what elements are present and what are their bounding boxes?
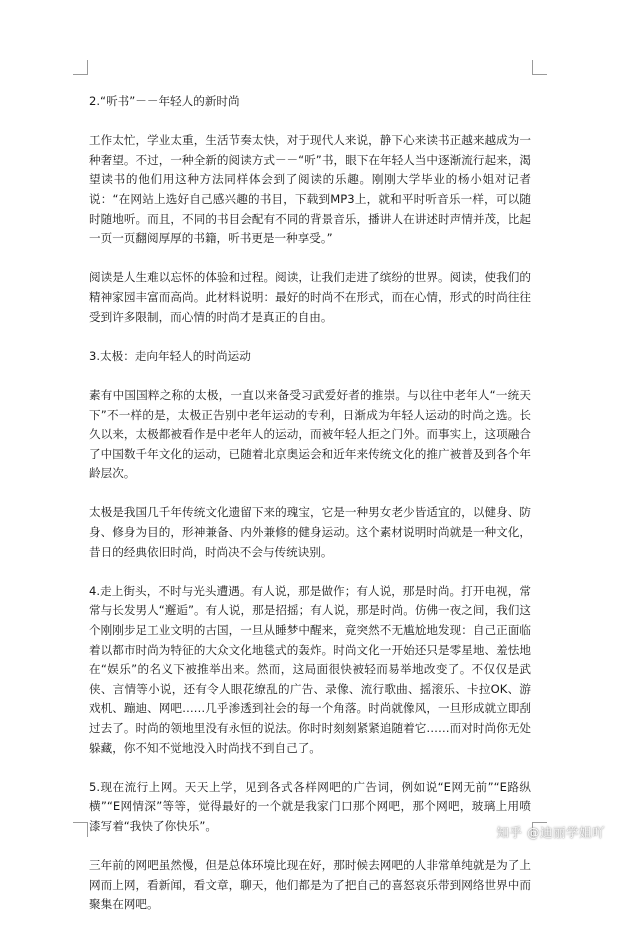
paragraph-reading-experience: 阅读是人生难以忘怀的体验和过程。阅读，让我们走进了缤纷的世界。阅读，使我们的精神家园丰富而高尚。此材料说明：最好的时尚不在形式，而在心情，形式的时尚往往受到许多限制，而心情的时尚才是真正的自由。 (89, 270, 531, 324)
section-heading-taiji: 3.太极：走向年轻人的时尚运动 (89, 348, 251, 363)
crop-mark-bottom-left (73, 822, 88, 837)
paragraph-taiji-treasure: 太极是我国几千年传统文化遗留下来的瑰宝，它是一种男女老少皆适宜的，以健身、防身、修身为目的，形神兼备、内外兼修的健身运动。这个素材说明时尚就是一种文化，昔日的经典依旧时尚，时尚决不会与传统诀别。 (89, 505, 531, 559)
paragraph-taiji-intro: 素有中国国粹之称的太极，一直以来备受习武爱好者的推崇。与以往中老年人“一统天下”不一样的是，太极正告别中老年运动的专利，日渐成为年轻人运动的时尚之选。长久以来，太极都被看作是中老年人的运动，而被年轻人拒之门外。而事实上，这项融合了中国数千年文化的运动，已随着北京奥运会和近年来传统文化的推广被普及到各个年龄层次。 (89, 387, 531, 481)
paragraph-street-fashion: 4.走上街头，不时与光头遭遇。有人说，那是做作；有人说，那是时尚。打开电视，常常与长发男人“邂逅”。有人说，那是招摇；有人说，那是时尚。仿佛一夜之间，我们这个刚刚步足工业文明的古国，一旦从睡梦中醒来，竟突然不无尴尬地发现：自己正面临着以都市时尚为特征的大众文化地毯式的轰炸。时尚文化一开始还只是零星地、羞怯地在“娱乐”的名义下被推举出来。然而，这局面很快被轻而易举地改变了。不仅仅是武侠、言情等小说，还有令人眼花缭乱的广告、录像、流行歌曲、摇滚乐、卡拉OK、游戏机、蹦迪、网吧……几乎渗透到社会的每一个角落。时尚就像风，一旦形成就立即刮过去了。时尚的领地里没有永恒的说法。你时时刻刻紧紧追随着它……而对时尚你无处躲藏，你不知不觉地没入时尚找不到自己了。 (89, 583, 531, 755)
paragraph-listen-books: 工作太忙，学业太重，生活节奏太快，对于现代人来说，静下心来读书正越来越成为一种奢望。不过，一种全新的阅读方式－－“听”书，眼下在年轻人当中逐渐流行起来，渴望读书的他们用这种方法同样体会到了阅读的乐趣。刚刚大学毕业的杨小姐对记者说：“在网站上选好自己感兴趣的书目，下载到MP3上，就和平时听音乐一样，可以随时随地听。而且，不同的书目会配有不同的背景音乐，播讲人在讲述时声情并茂，比起一页一页翻阅厚厚的书籍，听书更是一种享受。” (89, 133, 531, 246)
paragraph-internet-cafe: 5.现在流行上网。天天上学，见到各式各样网吧的广告词，例如说“E网无前”“E路纵横”“E网情深”等等，觉得最好的一个就是我家门口那个网吧，那个网吧，玻璃上用喷漆写着“我快了你快乐”。 (89, 779, 531, 833)
document-body (89, 92, 531, 935)
section-heading-listen-books: 2.“听书”－－年轻人的新时尚 (89, 94, 240, 108)
paragraph-internet-cafe-past: 三年前的网吧虽然慢，但是总体环境比现在好，那时候去网吧的人非常单纯就是为了上网而上网，看新闻，看文章，聊天，他们都是为了把自己的喜怒哀乐带到网络世界中而聚集在网吧。 (89, 858, 531, 912)
crop-mark-top-left (73, 60, 88, 75)
crop-mark-top-right (532, 60, 547, 75)
zhihu-watermark: 知乎 @迪丽学姐吖 (496, 825, 605, 840)
